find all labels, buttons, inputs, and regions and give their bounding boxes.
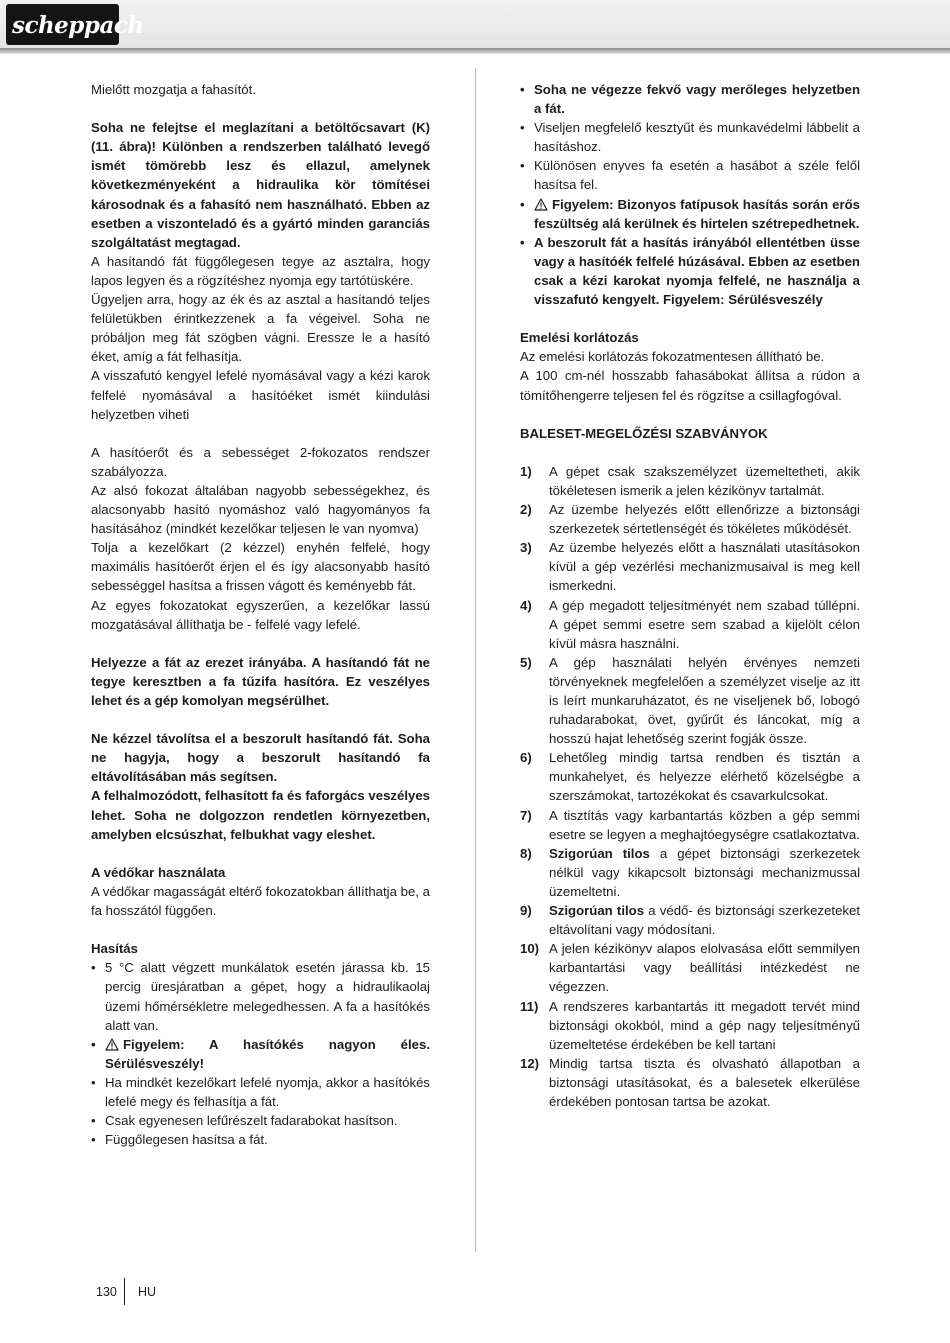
warning-paragraph: Ne kézzel távolítsa el a beszorult hasítandó fát. Soha ne hagyja, hogy a beszorult hasítandó fa eltávolításában más segítsen. [91,731,430,785]
bullet-item [91,958,430,1034]
rule-number: 4) [520,597,532,613]
paragraph: A védőkar magasságát eltérő fokozatokban állíthatja be, a fa hosszától függően. [91,883,430,919]
rule-item [520,538,860,595]
column-divider [475,68,476,1252]
rule-item [520,596,860,653]
rule-item [520,1054,860,1111]
warning-triangle-icon [534,195,552,214]
svg-text:scheppach: scheppach [11,11,144,39]
bullet-item [91,1111,430,1130]
left-column [91,80,430,1149]
rule-text: A gép használati helyén érvényes nemzeti törvényeknek megfelelően a személyzet viselje az itt is leírt munkaruházatot, és ne viseljenek bő, lobogó ruhadarabokat, övet, gyűrűt és láncokat, míg a hosszú hajat lehetőség szerint fogják össze. [549,654,860,747]
rule-text: A rendszeres karbantartás itt megadott tervét mind biztonsági okokból, mind a gép nagy teljesítményű üzemeltetése érdekében be kell tartani [549,998,860,1052]
rule-emphasis: Szigorúan tilos [549,903,645,919]
rule-number: 12) [520,1055,540,1071]
rule-text: A tisztítás vagy karbantartás közben a gép semmi esetre se legyen a meghajtóegységre csatlakoztatva. [549,807,860,842]
bullet-item [91,1130,430,1149]
paragraph: A hasítóerőt és a sebességet 2-fokozatos rendszer szabályozza. [91,444,430,479]
header-rule [0,48,950,54]
rule-item [520,997,860,1054]
warning-triangle-icon [105,1035,123,1054]
footer-rule [124,1278,125,1305]
bullet-text: A beszorult fát a hasítás irányából ellentétben üsse vagy a hasítóék felfelé húzásával. Ebben az esetben csak a kézi karokat nyomja felfelé, ne használja a visszafutó kengyelt. Figyelem: Sérülésveszély [534,234,860,308]
bullet-text: Figyelem: A hasítókés nagyon éles. Sérülésveszély! [105,1036,430,1071]
rule-item [520,653,860,748]
splitting-bullet-list [91,958,430,1149]
rule-text: Lehetőleg mindig tartsa rendben és tisztán a munkahelyet, és helyezze elérhető közelségbe a szerszámokat, tartozékokat és csavarkulcsokat. [549,750,860,804]
rule-number: 7) [520,807,532,823]
rule-text: Az üzembe helyezés előtt ellenőrizze a biztonsági szerkezetek sértetlenségét és tökéletes működését. [549,502,860,537]
warning-paragraph: Soha ne felejtse el meglazítani a betöltőcsavart (K) (11. ábra)! Különben a rendszerben található levegő ismét tömörebb lesz és ellazul, amelynek következményeként a hidraulika kör tömítései károsodnak és a fahasító nem használható. Ebben az esetben a viszonteladó és a gyártó minden garanciás szolgáltatást megtagad. [91,120,430,250]
rule-emphasis: Szigorúan tilos [549,845,650,861]
bullet-text: Soha ne végezze fekvő vagy merőleges helyzetben a fát. [534,82,860,117]
bullet-text: Csak egyenesen lefűrészelt fadarabokat hasítson. [105,1113,398,1129]
language-code: HU [138,1285,157,1299]
bullet-text: Ha mindkét kezelőkart lefelé nyomja, akkor a hasítókés lefelé megy és felhasítja a fát. [105,1074,430,1109]
rule-item [520,939,860,996]
section-heading: Hasítás [91,941,138,957]
safety-bullet-list [520,80,860,309]
bullet-text: 5 °C alatt végzett munkálatok esetén járassa kb. 15 percig üresjáratban a gépet, hogy a hidraulikaolaj üzemi hőmérsékletre melegedhessen. A fa a hasítókés alatt van. [105,960,430,1033]
section-heading: Emelési korlátozás [520,330,639,346]
rule-number: 1) [520,463,532,479]
bullet-item [520,233,860,309]
rule-text: a gépet biztonsági szerkezetek nélkül vagy kikapcsolt biztonsági mechanizmussal üzemeltetni. [549,845,860,899]
rule-number: 6) [520,750,532,766]
bullet-text: Különösen enyves fa esetén a hasábot a széle felől hasítsa fel. [534,158,860,193]
paragraph: Az emelési korlátozás fokozatmentesen állítható be. [520,349,825,365]
paragraph: Mielőtt mozgatja a fahasítót. [91,82,256,97]
paragraph: A 100 cm-nél hosszabb fahasábokat állítsa a rúdon a tömítőhengerre teljesen fel és rögzítse a csillagfogóval. [520,368,860,403]
rule-number: 9) [520,903,532,919]
rule-text: Mindig tartsa tiszta és olvasható állapotban a biztonsági utasításokat, és a balesetek elkerülése érdekében pontosan tartsa be azokat. [549,1055,860,1109]
warning-paragraph: A felhalmozódott, felhasított fa és faforgács veszélyes lehet. Soha ne dolgozzon rendetlen környezetben, amelyben elcsúszhat, felbukhat vagy eleshet. [91,788,430,842]
paragraph: Tolja a kezelőkart (2 kézzel) enyhén felfelé, hogy maximális hasítóerőt érjen el és így alacsonyabb hasító sebességgel hasítsa a frissen vágott és keményebb fát. [91,540,430,594]
page-number: 130 [96,1285,117,1299]
rule-number: 11) [520,998,539,1014]
right-column [520,80,860,1111]
rule-number: 2) [520,502,532,518]
bullet-text: Viseljen megfelelő kesztyűt és munkavédelmi lábbelit a hasításhoz. [534,120,860,155]
bullet-item [520,156,860,194]
paragraph: Ügyeljen arra, hogy az ék és az asztal a hasítandó teljes felületükben érintkezzenek a fa végeivel. Soha ne próbáljon meg fát szögben vágni. Eressze le a hasító éket, amíg a fát felhasítja. [91,292,430,365]
rule-item [520,462,860,500]
rule-item [520,748,860,805]
paragraph: Az egyes fokozatokat egyszerűen, a kezelőkar lassú mozgatásával állíthatja be - felfelé vagy lefelé. [91,597,430,632]
accident-prevention-list [520,462,860,1111]
rule-number: 10) [520,941,540,957]
rule-item [520,844,860,901]
bullet-item [91,1073,430,1111]
section-heading: BALESET-MEGELŐZÉSI SZABVÁNYOK [520,425,768,441]
rule-text: a védő- és biztonsági szerkezeteket eltávolítani vagy módosítani. [549,903,861,938]
paragraph: A hasítandó fát függőlegesen tegye az asztalra, hogy lapos legyen és a rögzítéshez nyomja egy tartótüskére. [91,253,430,288]
rule-number: 8) [520,845,532,861]
section-heading: A védőkar használata [91,864,226,880]
rule-item [520,901,860,939]
paragraph: Az alsó fokozat általában nagyobb sebességekhez, és alacsonyabb hasító nyomáshoz való hagyományos fa hasításához (mindkét kezelőkar teljesen le van nyomva) [91,482,430,537]
bullet-text: Figyelem: Bizonyos fatípusok hasítás során erős feszültség alá kerülnek és hirtelen szétrepedhetnek. [534,196,860,231]
bullet-item [520,80,860,118]
rule-item [520,500,860,538]
rule-number: 3) [520,540,532,556]
rule-text: A gép megadott teljesítményét nem szabad túllépni. A gépet semmi esetre sem szabad a kijelölt célon kívül másra használni. [549,597,860,651]
rule-text: Az üzembe helyezés előtt a használati utasításokon kívül a gép vezérlési mechanizmusaival is meg kell ismerkedni. [549,540,860,594]
bullet-item [520,195,860,233]
rule-text: A jelen kézikönyv alapos elolvasása előtt semmilyen karbantartási vagy beállítási intézkedést ne végezzen. [549,941,860,995]
scheppach-logo-icon [9,8,144,42]
warning-paragraph: Helyezze a fát az erezet irányába. A hasítandó fát ne tegye keresztben a fa tűzifa hasítóra. Ez veszélyes lehet és a gép komolyan megsérülhet. [91,654,430,708]
rule-number: 5) [520,654,532,670]
rule-item [520,806,860,844]
rule-text: A gépet csak szakszemélyzet üzemeltetheti, akik tökéletesen ismerik a jelen kézikönyv tartalmát. [549,463,860,498]
bullet-item [520,118,860,156]
brand-logo [6,4,144,45]
bullet-text: Függőlegesen hasítsa a fát. [105,1132,268,1148]
bullet-item [91,1035,430,1073]
header-bar [0,0,950,48]
paragraph: A visszafutó kengyel lefelé nyomásával vagy a kézi karok felfelé nyomásával a hasítóéket ismét kiindulási helyzetben viheti [91,368,430,422]
